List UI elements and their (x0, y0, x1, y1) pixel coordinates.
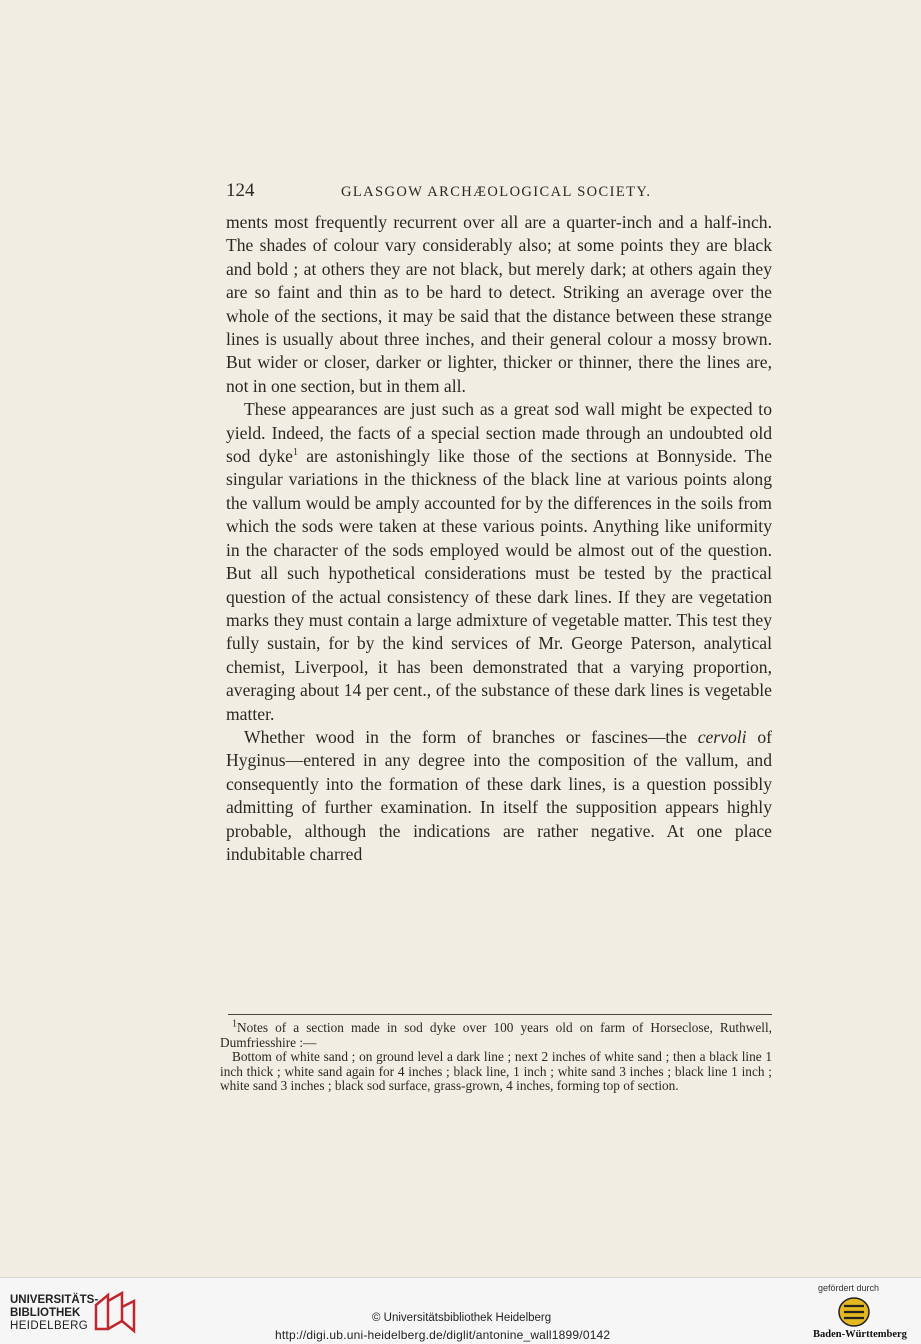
funder-name: Baden-Württemberg (813, 1329, 907, 1340)
paragraph-1: ments most frequently recurrent over all are a quarter-inch and a half-inch. The shades of colour vary considerably also; at some points they are black and bold ; at others they are not black, but merely dark; at others again they are so faint and thin as to be hard to detect. Striking an average over the whole of the sections, it may be said that the distance between these strange lines is usually about three inches, and their general colour a mossy brown. But wider or closer, darker or lighter, thicker or thinner, there the lines are, not in one section, but in them all. (226, 212, 772, 396)
footnote (220, 1018, 772, 1094)
library-name-line-3: HEIDELBERG (10, 1320, 89, 1332)
viewer-footer (0, 1277, 921, 1344)
paragraph-2-part-b: are astonishingly like those of the sections at Bonnyside. The singular variations in the thickness of the black line at various points along the vallum would be amply accounted for by the differences in the soils from which the sods were taken at these various points. Anything like uniformity in the character of the sods employed would be almost out of the question. But all such hypothetical considerations must be tested by the practical question of the actual consistency of these dark lines. If they are vegetation marks they must contain a large admixture of vegetable matter. This test they fully sustain, for by the kind services of Mr. George Paterson, analytical chemist, Liverpool, it has been demonstrated that a varying proportion, averaging about 14 per cent., of the substance of these dark lines is vegetable matter. (226, 446, 773, 724)
running-title: GLASGOW ARCHÆOLOGICAL SOCIETY. (341, 184, 652, 200)
library-logo-icon (92, 1291, 138, 1335)
footnote-rule (228, 1014, 772, 1015)
footnote-marker: 1 (232, 1018, 237, 1030)
funded-by-label: gefördert durch (818, 1283, 880, 1293)
body-text (226, 211, 772, 866)
page-number: 124 (226, 180, 255, 201)
paragraph-3-part-a: Whether wood in the form of branches or fascines—the (244, 726, 698, 747)
copyright-text: © Universitätsbibliothek Heidelberg (372, 1312, 552, 1324)
footnote-heading: Notes of a section made in sod dyke over 100 years old on farm of Horseclose, Ruthwell, Dumfriesshire :— (220, 1020, 772, 1050)
italic-term: cervoli (697, 726, 747, 747)
paragraph-3 (226, 726, 772, 866)
footnote-line-2: Bottom of white sand ; on ground level a dark line ; next 2 inches of white sand ; then a black line 1 inch thick ; white sand again for 4 inches ; black line, 1 inch ; white sand 3 inches ; black line 1 inch ; white sand 3 inches ; black sod surface, grass-grown, 4 inches, forming top of section. (220, 1049, 772, 1094)
funder-block (808, 1282, 918, 1342)
library-name-line-2: BIBLIOTHEK (10, 1307, 81, 1319)
footnote-reference: 1 (292, 447, 298, 459)
paragraph-3-part-b: of Hyginus—entered in any degree into the composition of the vallum, and consequently into the formation of these dark lines, is a question possibly admitting of further examination. In itself the supposition appears highly probable, although the indications are rather negative. At one place indubitable charred (226, 726, 772, 864)
library-logo[interactable] (10, 1291, 140, 1337)
coat-of-arms-icon (837, 1296, 871, 1328)
page-header (226, 180, 772, 202)
footnote-line-1 (220, 1018, 772, 1050)
paragraph-2 (226, 398, 772, 726)
library-name-line-1: UNIVERSITÄTS- (10, 1294, 99, 1306)
paragraph-2-part-a: These appearances are just such as a great sod wall might be expected to yield. Indeed, the facts of a special section made through an undoubted old sod dyke (226, 399, 772, 467)
permalink[interactable]: http://digi.ub.uni-heidelberg.de/diglit/antonine_wall1899/0142 (275, 1328, 611, 1342)
